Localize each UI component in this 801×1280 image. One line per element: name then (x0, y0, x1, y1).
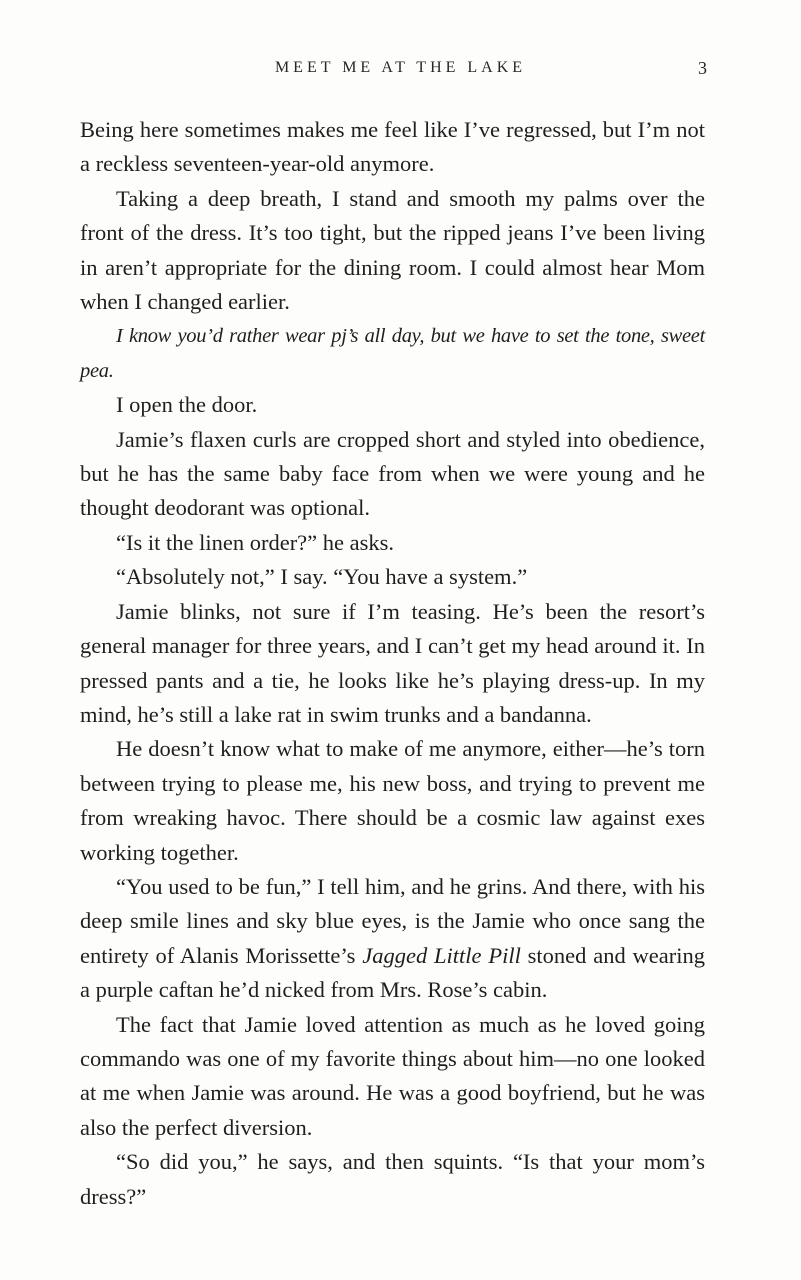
paragraph: Jamie blinks, not sure if I’m teasing. He’s been the resort’s general manager for three years, and I can’t get my head around it. In pressed pants and a tie, he looks like he’s playing dress-up. In my mind, he’s still a lake rat in swim trunks and a bandanna. (80, 598, 705, 727)
paragraph: Jamie’s flaxen curls are cropped short and styled into obedience, but he has the same baby face from when we were young and he thought deodorant was optional. (80, 426, 705, 521)
running-head (0, 56, 801, 80)
paragraph-text: “You used to be fun,” I tell him, and he grins. And there, with his deep smile lines and sky blue eyes, is the Jamie who once sang the entirety of Alanis Morissette’s (80, 873, 705, 968)
paragraph: “Absolutely not,” I say. “You have a system.” (116, 564, 528, 590)
paragraph: He doesn’t know what to make of me anymore, either—he’s torn between trying to please me, his new boss, and trying to prevent me from wreaking havoc. There should be a cosmic law against exes working together. (80, 736, 705, 865)
paragraph: “Is it the linen order?” he asks. (116, 529, 395, 555)
album-title: Jagged Little Pill (362, 942, 521, 968)
page-number: 3 (698, 58, 707, 78)
body-text (80, 113, 705, 1214)
paragraph: “So did you,” he says, and then squints. “Is that your mom’s dress?” (80, 1149, 705, 1209)
paragraph: The fact that Jamie loved attention as much as he loved going commando was one of my favorite things about him—no one looked at me when Jamie was around. He was a good boyfriend, but he was also the perfect diversion. (80, 1011, 705, 1140)
paragraph: Being here sometimes makes me feel like I’ve regressed, but I’m not a reckless seventeen-year-old anymore. (80, 117, 705, 177)
paragraph-italic-thought: I know you’d rather wear pj’s all day, but we have to set the tone, sweet pea. (80, 325, 705, 382)
paragraph-text: stoned and wearing a purple caftan he’d nicked from Mrs. Rose’s cabin. (80, 942, 705, 1003)
paragraph: I open the door. (116, 392, 258, 418)
running-title: MEET ME AT THE LAKE (274, 59, 527, 76)
paragraph (80, 870, 705, 1008)
paragraph: Taking a deep breath, I stand and smooth my palms over the front of the dress. It’s too tight, but the ripped jeans I’ve been living in aren’t appropriate for the dining room. I could almost hear Mom when I changed earlier. (80, 185, 705, 315)
